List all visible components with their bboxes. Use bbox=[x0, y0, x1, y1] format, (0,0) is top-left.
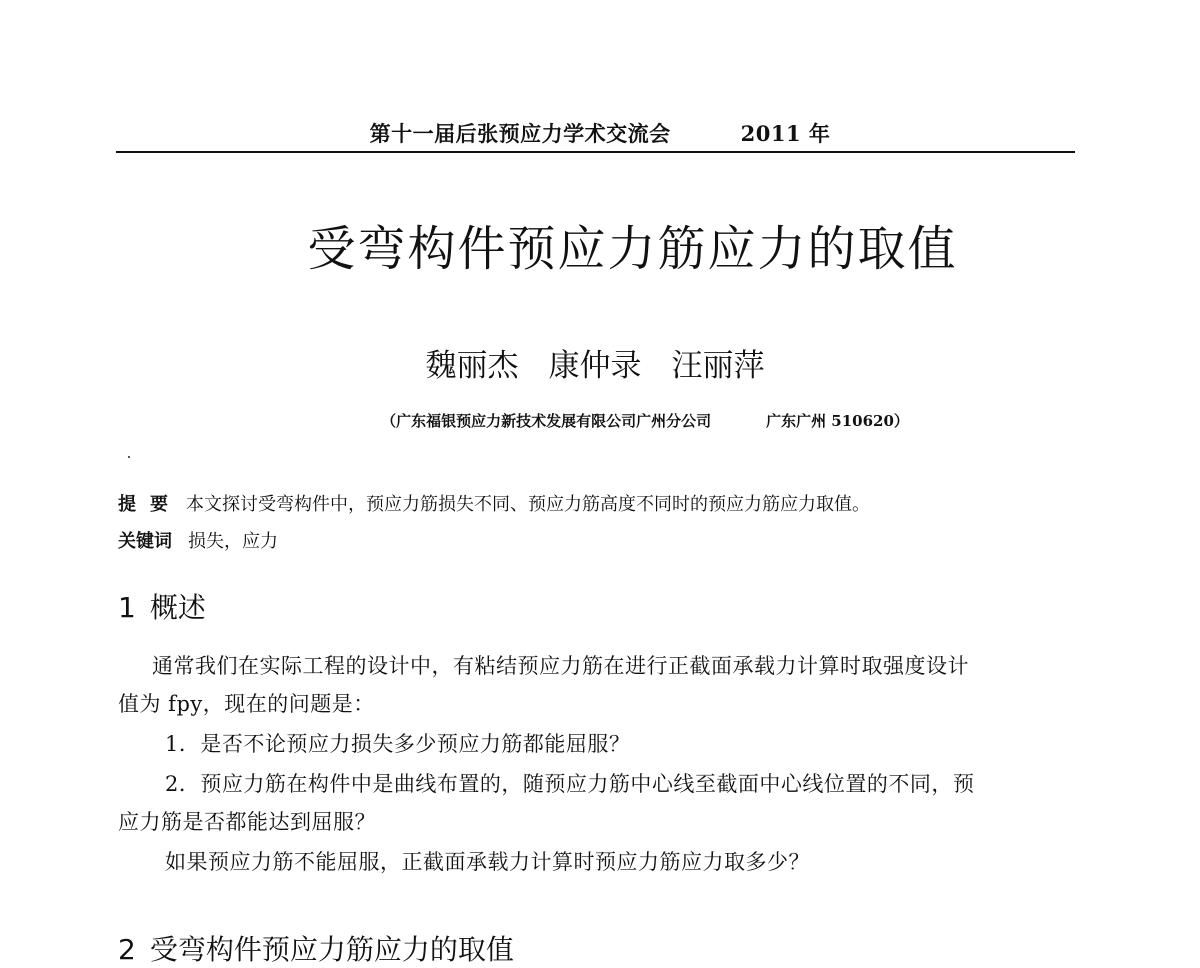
section-1-title: 概述 bbox=[149, 591, 206, 624]
paragraph-1-line-1: 通常我们在实际工程的设计中，有粘结预应力筋在进行正截面承载力计算时取强度设计 bbox=[152, 654, 969, 678]
scan-speck bbox=[128, 456, 130, 458]
keywords bbox=[118, 527, 278, 553]
keywords-text: 损失，应力 bbox=[188, 531, 278, 552]
list-item-2-line-1: 2．预应力筋在构件中是曲线布置的，随预应力筋中心线至截面中心线位置的不同，预 bbox=[165, 772, 975, 796]
section-2-title: 受弯构件预应力筋应力的取值 bbox=[149, 933, 514, 966]
section-1-heading bbox=[118, 586, 206, 626]
question-paragraph: 如果预应力筋不能屈服，正截面承载力计算时预应力筋应力取多少？ bbox=[165, 850, 810, 874]
affiliation bbox=[0, 410, 1200, 431]
affiliation-place: 广东广州 510620） bbox=[766, 412, 909, 430]
conference-header bbox=[0, 118, 1200, 148]
conference-name: 第十一届后张预应力学术交流会 bbox=[369, 121, 671, 146]
paper-title: 受弯构件预应力筋应力的取值 bbox=[307, 221, 958, 277]
conference-year: 2011 年 bbox=[740, 121, 831, 146]
abstract-label: 提要 bbox=[118, 494, 182, 515]
paragraph-1-line-2: 值为 fpy，现在的问题是： bbox=[118, 692, 375, 716]
author-list bbox=[0, 340, 1190, 385]
keywords-label: 关键词 bbox=[118, 531, 172, 552]
affiliation-org: （广东福银预应力新技术发展有限公司广州分公司 bbox=[381, 412, 712, 430]
list-item-1: 1．是否不论预应力损失多少预应力筋都能屈服？ bbox=[165, 732, 631, 756]
section-2-heading bbox=[118, 928, 514, 968]
author-3: 汪丽萍 bbox=[671, 348, 765, 384]
author-1: 魏丽杰 bbox=[425, 348, 519, 384]
section-2-number: 2 bbox=[118, 933, 136, 966]
abstract-text: 本文探讨受弯构件中，预应力筋损失不同、预应力筋高度不同时的预应力筋应力取值。 bbox=[186, 494, 870, 515]
author-2: 康仲录 bbox=[548, 348, 642, 384]
list-item-2-line-2: 应力筋是否都能达到屈服？ bbox=[118, 810, 376, 834]
header-rule bbox=[116, 151, 1075, 153]
section-1-number: 1 bbox=[118, 591, 136, 624]
abstract bbox=[118, 490, 870, 516]
